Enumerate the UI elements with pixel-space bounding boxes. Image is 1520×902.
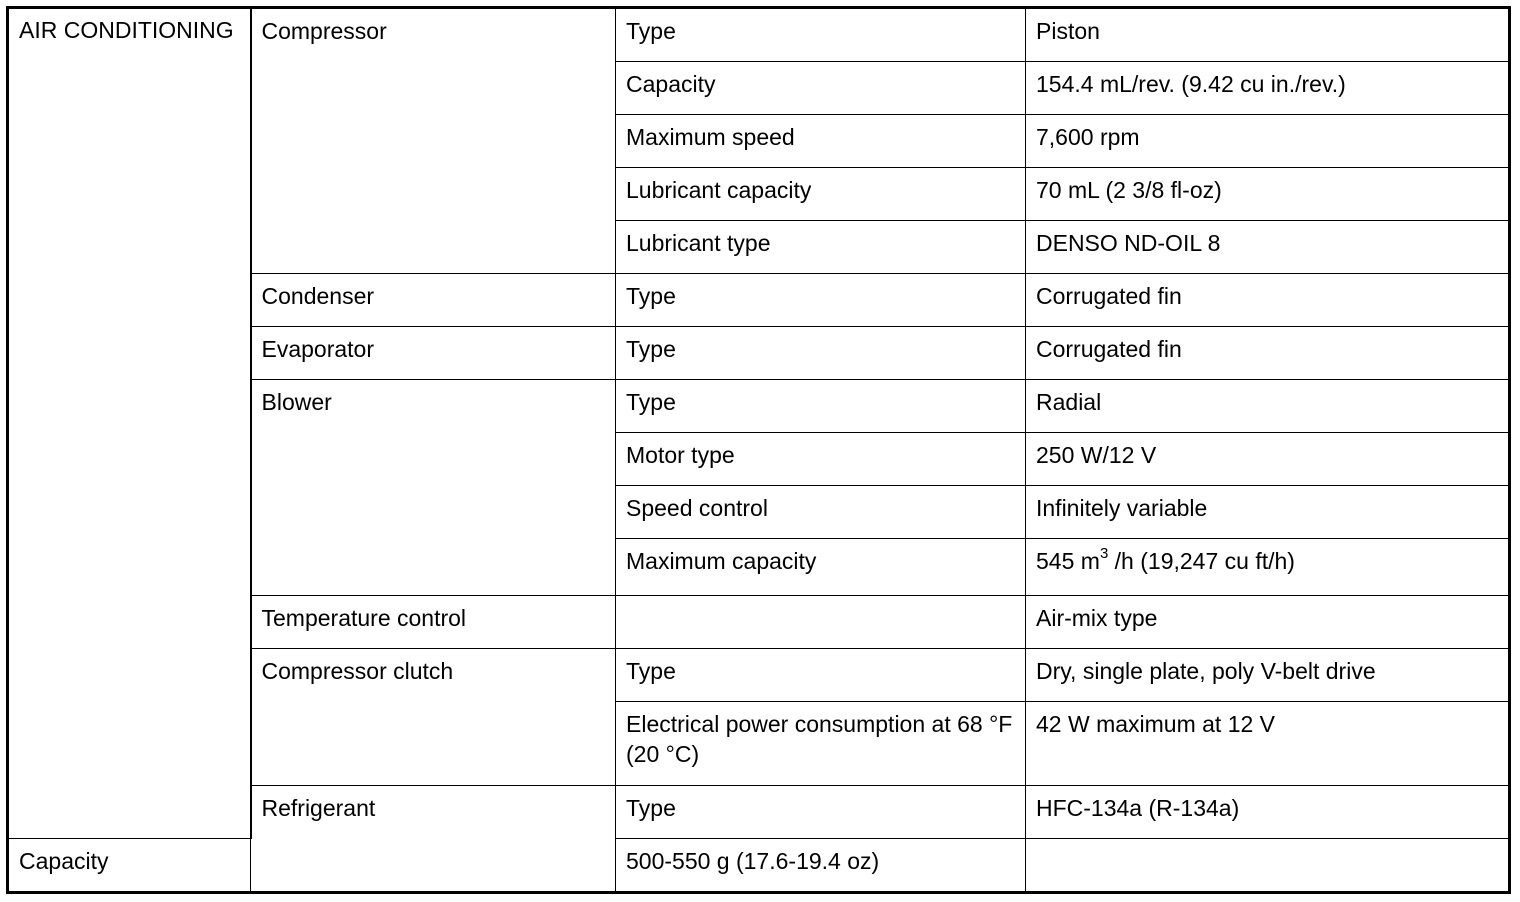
- component-temperature-control: Temperature control: [251, 596, 616, 649]
- item-value: Infinitely variable: [1026, 486, 1510, 539]
- item-value: 70 mL (2 3/8 fl-oz): [1026, 168, 1510, 221]
- item-value: 7,600 rpm: [1026, 115, 1510, 168]
- item-value: Corrugated fin: [1026, 274, 1510, 327]
- item-label: Type: [616, 380, 1026, 433]
- item-label: Electrical power consumption at 68 °F (20 °C): [616, 702, 1026, 786]
- item-value: DENSO ND-OIL 8: [1026, 221, 1510, 274]
- item-label: Capacity: [8, 839, 251, 893]
- item-value: 154.4 mL/rev. (9.42 cu in./rev.): [1026, 62, 1510, 115]
- item-value: [1026, 539, 1510, 596]
- item-label: Capacity: [616, 62, 1026, 115]
- item-value: HFC-134a (R-134a): [1026, 786, 1510, 839]
- item-label: Motor type: [616, 433, 1026, 486]
- item-label: Type: [616, 8, 1026, 62]
- component-label: Refrigerant: [261, 795, 376, 821]
- item-label: Type: [616, 274, 1026, 327]
- system-name-cell: [8, 8, 251, 839]
- item-label: Maximum capacity: [616, 539, 1026, 596]
- item-value: 500-550 g (17.6-19.4 oz): [616, 839, 1026, 893]
- item-value: 42 W maximum at 12 V: [1026, 702, 1510, 786]
- component-blower: [251, 380, 616, 596]
- item-label: Type: [616, 649, 1026, 702]
- table-row: [8, 839, 1510, 893]
- item-label: Maximum speed: [616, 115, 1026, 168]
- item-label: Lubricant capacity: [616, 168, 1026, 221]
- value-prefix: 545 m: [1036, 548, 1100, 574]
- item-value: Radial: [1026, 380, 1510, 433]
- item-value: Air-mix type: [1026, 596, 1510, 649]
- component-compressor: [251, 8, 616, 274]
- component-compressor-clutch: [251, 649, 616, 786]
- item-label: [616, 596, 1026, 649]
- item-value: Corrugated fin: [1026, 327, 1510, 380]
- component-refrigerant: [251, 786, 616, 893]
- value-superscript: 3: [1099, 545, 1109, 563]
- component-label: Compressor: [261, 18, 387, 44]
- component-condenser: Condenser: [251, 274, 616, 327]
- system-name: AIR CONDITIONING: [19, 17, 234, 43]
- item-label: Type: [616, 786, 1026, 839]
- table-row: [8, 8, 1510, 62]
- item-label: Lubricant type: [616, 221, 1026, 274]
- item-label: Speed control: [616, 486, 1026, 539]
- item-label: Type: [616, 327, 1026, 380]
- air-conditioning-spec-table: [6, 6, 1511, 894]
- item-value: 250 W/12 V: [1026, 433, 1510, 486]
- component-label: Compressor clutch: [261, 658, 454, 684]
- item-value: Piston: [1026, 8, 1510, 62]
- item-value: Dry, single plate, poly V-belt drive: [1026, 649, 1510, 702]
- component-label: Blower: [261, 389, 332, 415]
- value-suffix: /h (19,247 cu ft/h): [1108, 548, 1295, 574]
- component-evaporator: Evaporator: [251, 327, 616, 380]
